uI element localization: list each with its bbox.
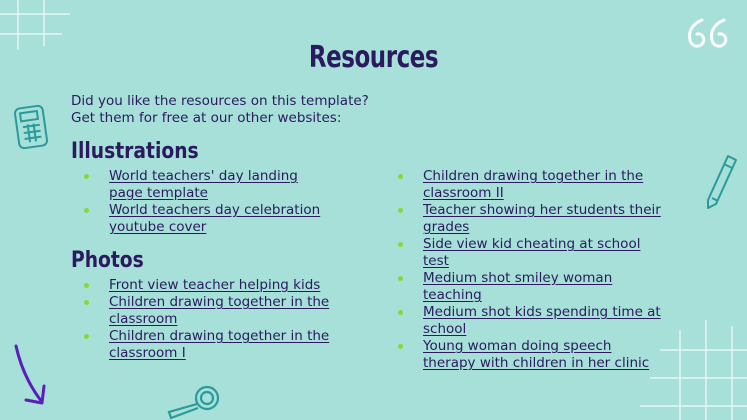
intro-line-2: Get them for free at our other websites: <box>71 110 342 126</box>
page-title: Resources <box>308 40 439 75</box>
magnifier-icon <box>165 378 229 420</box>
resource-link[interactable]: Medium shot kids spending time at school <box>423 304 661 337</box>
resource-link[interactable]: Medium shot smiley woman teaching <box>423 270 613 303</box>
resource-link[interactable]: World teachers' day landing page template <box>109 168 298 201</box>
resource-link[interactable]: Children drawing together in the classroom <box>109 294 330 327</box>
arrow-icon <box>8 340 52 410</box>
pencil-icon <box>702 152 740 212</box>
photos-heading: Photos <box>71 248 144 273</box>
list-item <box>71 168 331 202</box>
resource-link[interactable]: World teachers day celebration youtube cover <box>109 202 321 235</box>
resource-link[interactable]: Children drawing together in the classroom II <box>423 168 644 201</box>
list-item <box>71 202 331 236</box>
resource-link[interactable]: Side view kid cheating at school test <box>423 236 641 269</box>
list-item <box>71 277 331 294</box>
resource-link[interactable]: Children drawing together in the classroom I <box>109 328 330 361</box>
intro-line-1: Did you like the resources on this template? <box>71 93 369 109</box>
list-item <box>385 236 665 270</box>
resource-link[interactable]: Front view teacher helping kids <box>109 277 321 293</box>
illustrations-list <box>71 168 331 236</box>
list-item <box>71 328 331 362</box>
list-item <box>385 202 665 236</box>
illustrations-heading: Illustrations <box>71 139 199 164</box>
intro-text <box>71 93 369 127</box>
resource-link[interactable]: Teacher showing her students their grades <box>423 202 661 235</box>
list-item <box>385 338 665 372</box>
list-item <box>71 294 331 328</box>
more-photos-list <box>385 168 665 372</box>
list-item <box>385 270 665 304</box>
list-item <box>385 168 665 202</box>
calculator-icon <box>14 104 48 150</box>
photos-list <box>71 277 331 362</box>
resource-link[interactable]: Young woman doing speech therapy with children in her clinic <box>423 338 650 371</box>
list-item <box>385 304 665 338</box>
